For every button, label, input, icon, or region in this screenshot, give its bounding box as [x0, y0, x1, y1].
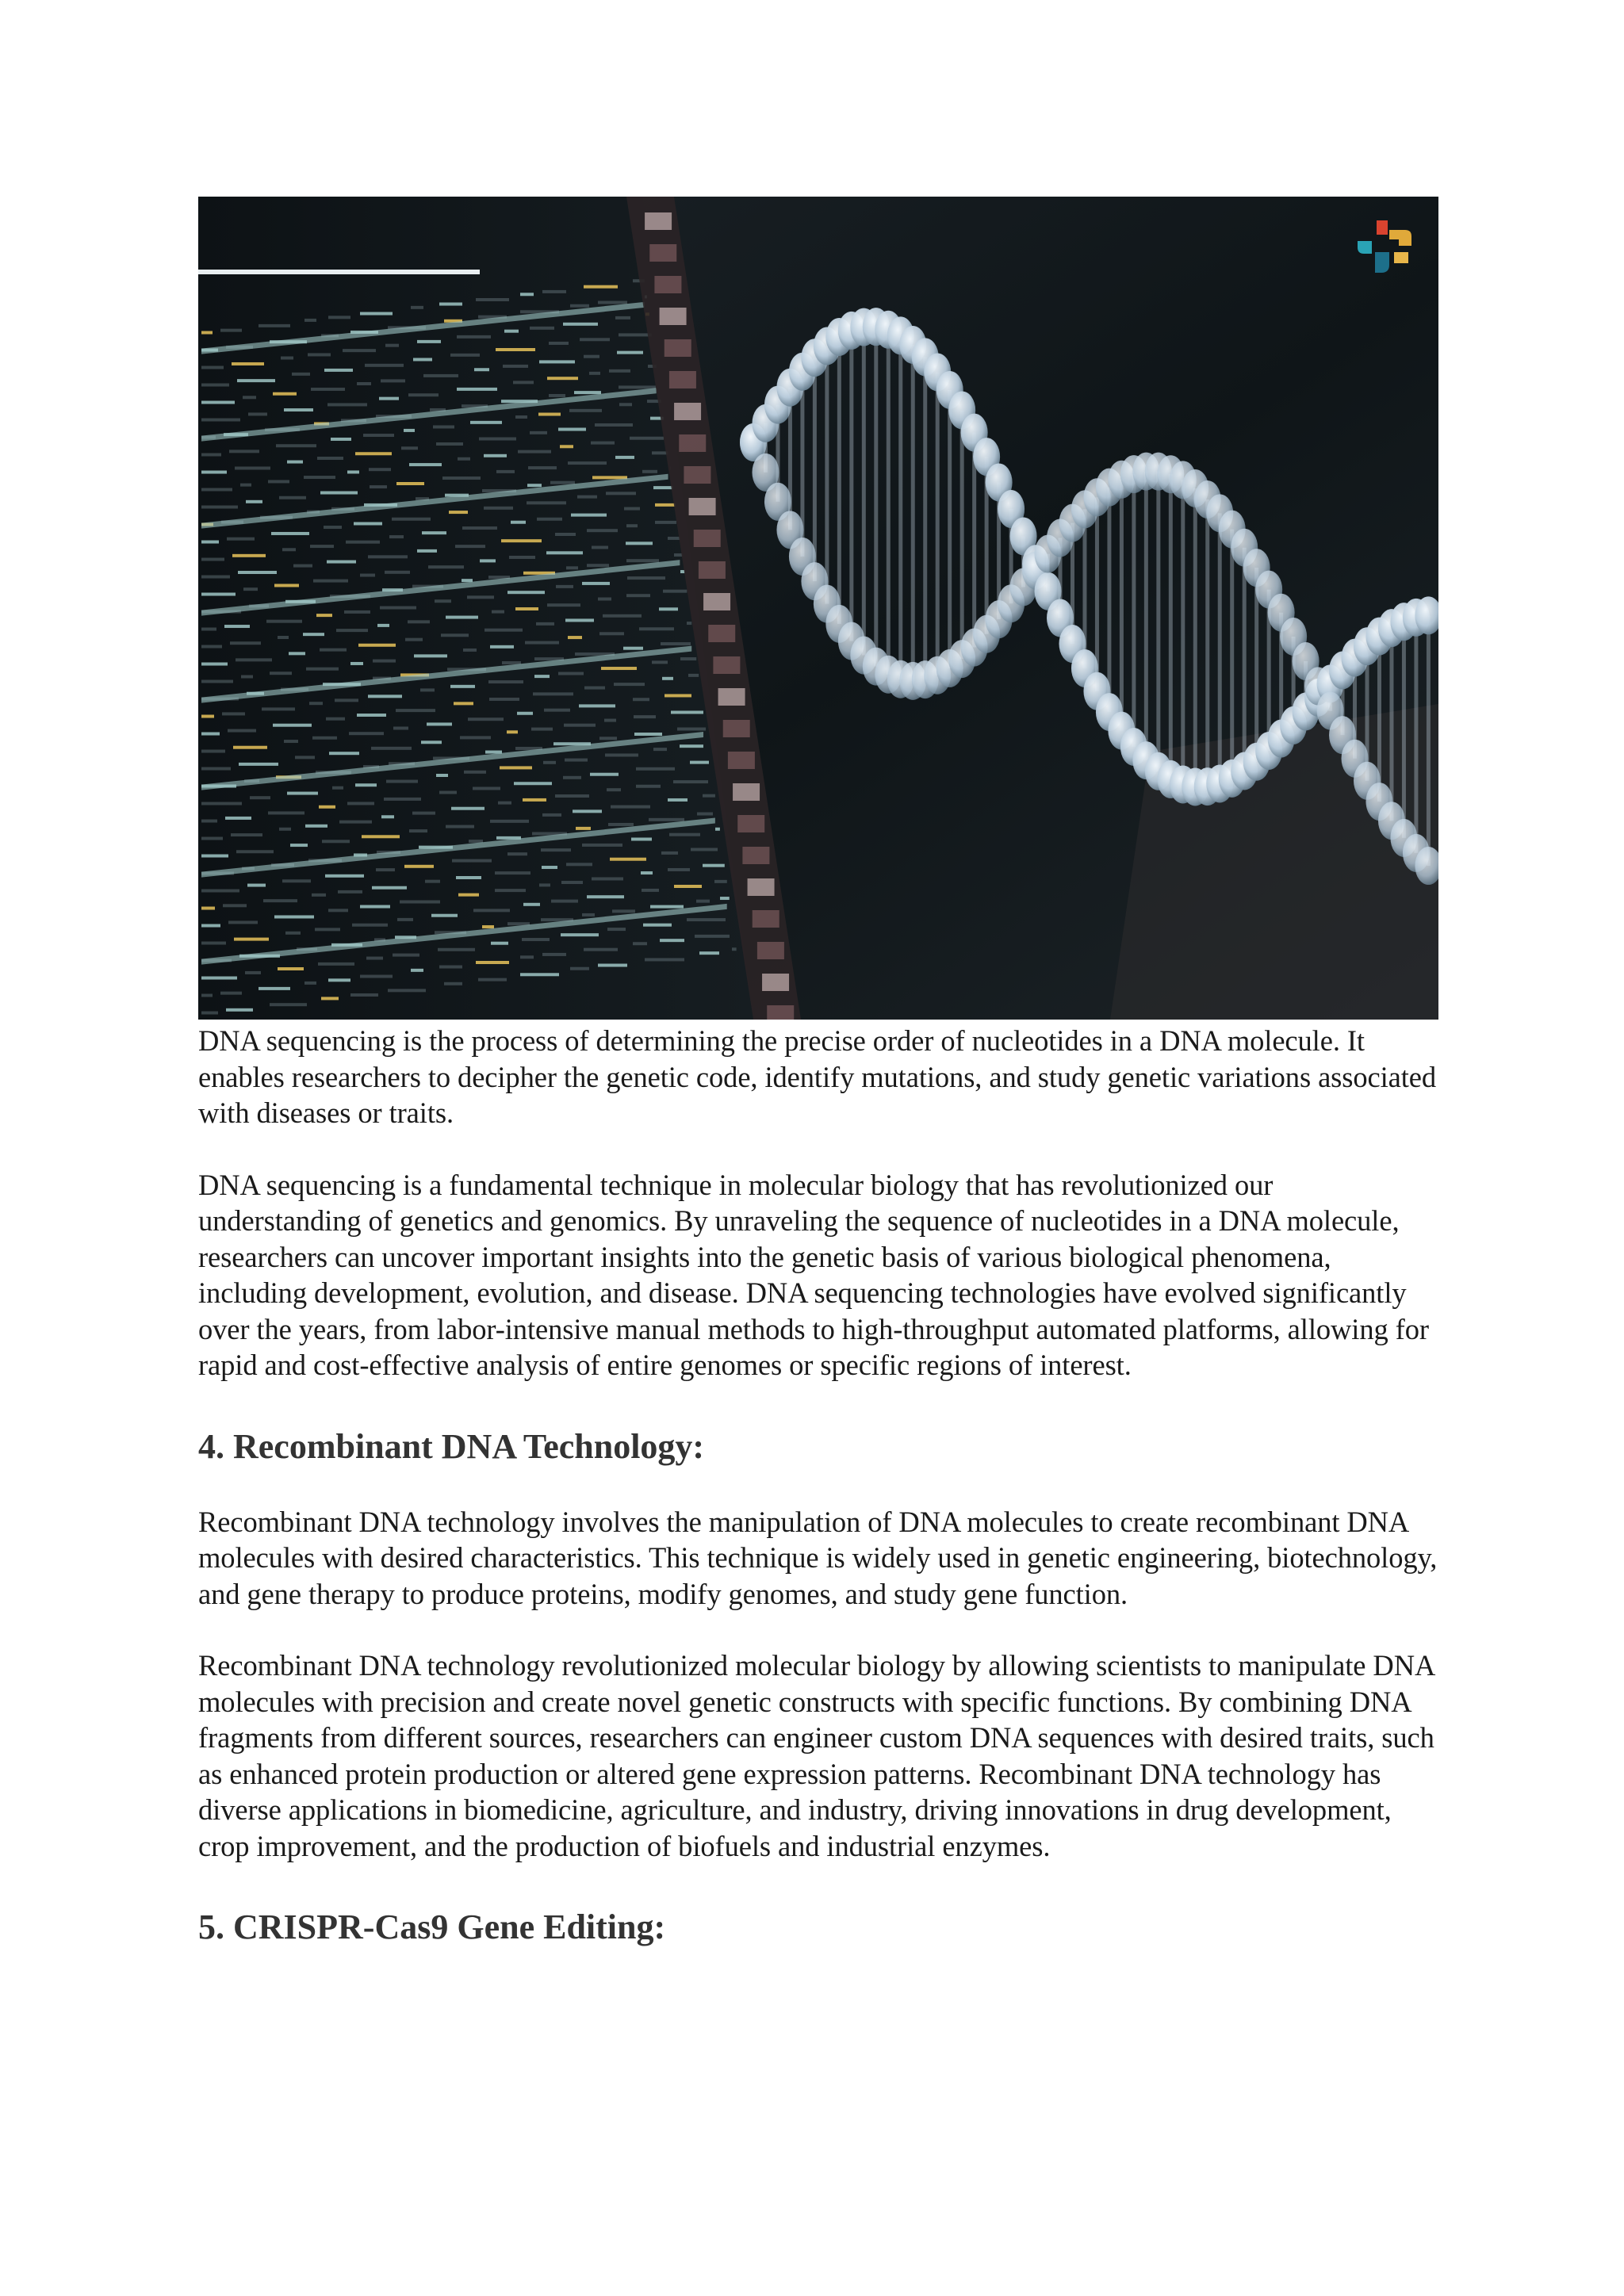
paragraph-sequencing-definition: DNA sequencing is the process of determining the precise order of nucleotides in a DNA molecule. It enables researchers to decipher the genetic code, identify mutations, and study genetic variations associated with diseases or traits.: [198, 1024, 1437, 1129]
dna-hero-image: [198, 197, 1438, 1020]
paragraph-recombinant-definition: Recombinant DNA technology involves the manipulation of DNA molecules to create recombinant DNA molecules with desired characteristics. This technique is widely used in genetic engineering, biotechnology, and gene therapy to produce proteins, modify genomes, and study gene function.: [198, 1505, 1438, 1610]
section-heading-crispr: 5. CRISPR-Cas9 Gene Editing:: [198, 1908, 666, 1946]
article-body: [198, 197, 1439, 1950]
paragraph-recombinant-detail: Recombinant DNA technology revolutionized molecular biology by allowing scientists to manipulate DNA molecules with precision and create novel genetic constructs with specific functions. By combining DNA fragments from different sources, researchers can engineer custom DNA sequences with desired traits, such as enhanced protein production or altered gene expression patterns. Recombinant DNA technology has diverse applications in biomedicine, agriculture, and industry, driving innovations in drug development, crop improvement, and the production of biofuels and industrial enzymes.: [198, 1649, 1434, 1862]
section-heading-recombinant-dna: 4. Recombinant DNA Technology:: [198, 1426, 705, 1466]
dna-helix-illustration: [198, 197, 1438, 1020]
paragraph-sequencing-detail: DNA sequencing is a fundamental technique in molecular biology that has revolutionized our understanding of genetics and genomics. By unraveling the sequence of nucleotides in a DNA molecule, researchers can uncover important insights into the genetic basis of various biological phenomena, including development, evolution, and disease. DNA sequencing technologies have evolved significantly over the years, from labor-intensive manual methods to high-throughput automated platforms, allowing for rapid and cost-effective analysis of entire genomes or specific regions of interest.: [198, 1168, 1429, 1381]
brand-logo-icon: [1353, 217, 1416, 281]
hud-line: [198, 270, 480, 274]
